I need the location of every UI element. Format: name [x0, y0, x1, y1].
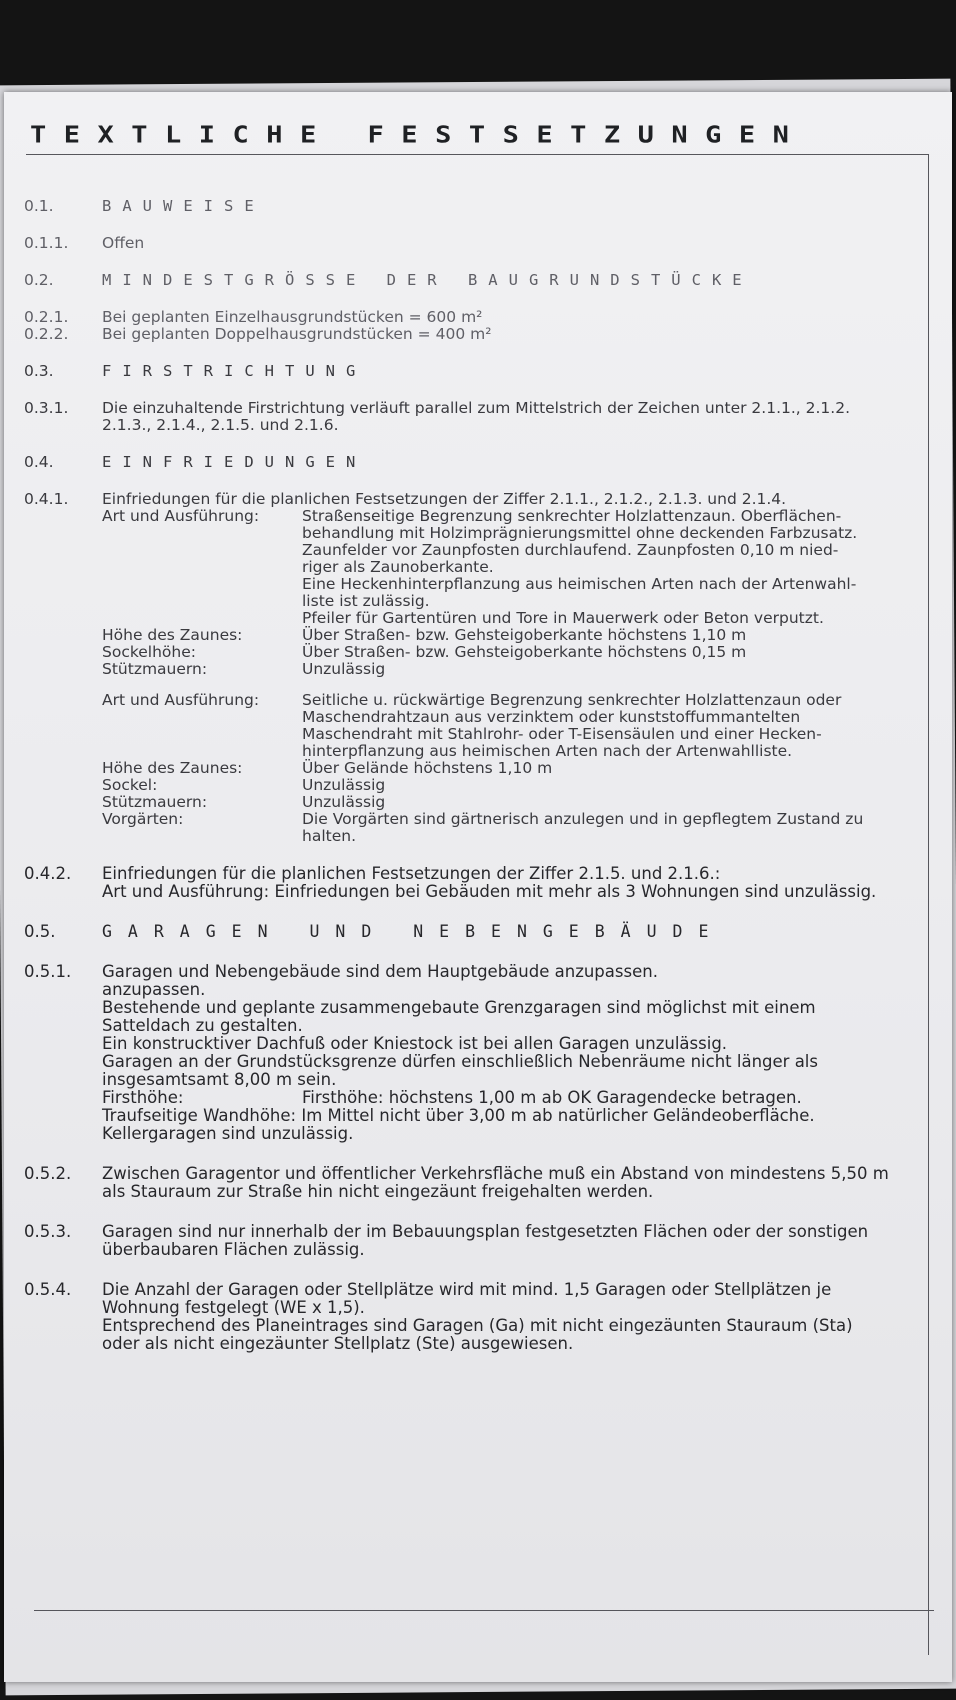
text-line: hinterpflanzung aus heimischen Arten nach der Artenwahlliste.	[302, 742, 793, 760]
section-heading: EINFRIEDUNGEN	[102, 453, 367, 471]
section-0-5	[24, 923, 936, 941]
section-heading: BAUWEISE	[102, 197, 265, 215]
text-line: oder als nicht eingezäunter Stellplatz (Ste) ausgewiesen.	[102, 1334, 574, 1353]
section-number: 0.5.3.	[24, 1222, 72, 1241]
stuetzmauern-2	[102, 794, 936, 811]
text-line: Garagen und Nebengebäude sind dem Hauptgebäude anzupassen.	[102, 962, 658, 981]
text-line: Die Vorgärten sind gärtnerisch anzulegen und in gepflegtem Zustand zu	[302, 810, 864, 828]
text-line: Kellergaragen sind unzulässig.	[102, 1124, 354, 1143]
text-line: Pfeiler für Gartentüren und Tore in Mauerwerk oder Beton verputzt.	[302, 609, 824, 627]
art-ausfuehrung-3	[102, 883, 936, 901]
firsthoehe	[102, 1089, 936, 1107]
art-ausfuehrung-1	[102, 508, 936, 627]
section-0-3	[24, 363, 936, 380]
field-value: Unzulässig	[302, 660, 386, 678]
page-title: TEXTLICHE FESTSETZUNGEN	[30, 122, 807, 149]
field-label: Traufseitige Wandhöhe:	[102, 1106, 297, 1125]
text-line: Zwischen Garagentor und öffentlicher Verkehrsfläche muß ein Abstand von mindestens 5,50 m	[102, 1164, 889, 1183]
section-number: 0.5.1.	[24, 962, 72, 981]
section-number: 0.5.2.	[24, 1164, 72, 1183]
text-line: behandlung mit Holzimprägnierungsmittel ohne deckenden Farbzusatz.	[302, 524, 858, 542]
section-intro: Einfriedungen für die planlichen Festsetzungen der Ziffer 2.1.1., 2.1.2., 2.1.3. und 2.1.4.	[102, 490, 787, 508]
text-line: Die Anzahl der Garagen oder Stellplätze wird mit mind. 1,5 Garagen oder Stellplätzen je	[102, 1280, 832, 1299]
section-0-1-1	[24, 235, 936, 252]
field-value: Firsthöhe: höchstens 1,00 m ab OK Garagendecke betragen.	[302, 1088, 802, 1107]
section-0-5-3	[24, 1223, 936, 1259]
field-label: Sockelhöhe:	[102, 643, 196, 661]
text-line: Garagen an der Grundstücksgrenze dürfen einschließlich Nebenräume nicht länger als	[102, 1052, 818, 1071]
sockel	[102, 777, 936, 794]
section-0-5-2	[24, 1165, 936, 1201]
section-heading: MINDESTGRÖSSE DER BAUGRUNDSTÜCKE	[102, 271, 753, 289]
section-0-2	[24, 272, 936, 289]
text-line: halten.	[302, 827, 356, 845]
text-line: überbaubaren Flächen zulässig.	[102, 1240, 365, 1259]
section-0-4-1	[24, 491, 936, 845]
text-line: Entsprechend des Planeintrages sind Garagen (Ga) mit nicht eingezäunten Stauraum (Sta)	[102, 1316, 853, 1335]
text-line: riger als Zaunoberkante.	[302, 558, 494, 576]
field-value: Über Straßen- bzw. Gehsteigoberkante höchstens 0,15 m	[302, 643, 747, 661]
section-text: Offen	[102, 234, 145, 252]
section-number: 0.4.	[24, 453, 54, 471]
section-0-2-1	[24, 309, 936, 326]
section-0-2-items	[24, 309, 936, 343]
field-label: Art und Ausführung:	[102, 507, 260, 525]
section-number: 0.4.2.	[24, 864, 72, 883]
section-number: 0.4.1.	[24, 490, 69, 508]
text-line: Satteldach zu gestalten.	[102, 1016, 303, 1035]
text-line: Die einzuhaltende Firstrichtung verläuft parallel zum Mittelstrich der Zeichen unter 2.1.1., 2.1.2.	[102, 399, 851, 417]
art-ausfuehrung-2	[102, 692, 936, 760]
footer-rule	[34, 1610, 934, 1611]
section-0-1	[24, 198, 936, 215]
section-0-5-4	[24, 1281, 936, 1353]
field-value: Unzulässig	[302, 793, 386, 811]
text-line: Zaunfelder vor Zaunpfosten durchlaufend. Zaunpfosten 0,10 m nied-	[302, 541, 839, 559]
text-line: Garagen sind nur innerhalb der im Bebauungsplan festgesetzten Flächen oder der sonstigen	[102, 1222, 869, 1241]
section-heading: FIRSTRICHTUNG	[102, 362, 367, 380]
section-0-4-2	[24, 865, 936, 901]
vorgaerten	[102, 811, 936, 845]
section-number: 0.2.2.	[24, 325, 69, 343]
text-line: Seitliche u. rückwärtige Begrenzung senkrechter Holzlattenzaun oder	[302, 691, 842, 709]
text-line: Maschendraht mit Stahlrohr- oder T-Eisensäulen und einer Hecken-	[302, 725, 822, 743]
field-label: Höhe des Zaunes:	[102, 759, 243, 777]
text-line: als Stauraum zur Straße hin nicht eingezäunt freigehalten werden.	[102, 1182, 654, 1201]
field-label: Höhe des Zaunes:	[102, 626, 243, 644]
traufseitige-wandhoehe	[102, 1107, 936, 1125]
section-0-4	[24, 454, 936, 471]
section-heading: GARAGEN UND NEBENGEBÄUDE	[102, 922, 725, 941]
hoehe-zaun-2	[102, 760, 936, 777]
section-number: 0.3.1.	[24, 399, 69, 417]
section-number: 0.5.4.	[24, 1280, 72, 1299]
field-value: Über Straßen- bzw. Gehsteigoberkante höchstens 1,10 m	[302, 626, 747, 644]
lower-sections	[24, 865, 936, 1353]
field-value: Im Mittel nicht über 3,00 m ab natürlicher Geländeoberfläche.	[301, 1106, 815, 1125]
text-line: Bestehende und geplante zusammengebaute Grenzgaragen sind möglichst mit einem	[102, 998, 816, 1017]
section-0-5-1	[24, 963, 936, 1143]
field-label: Stützmauern:	[102, 660, 208, 678]
field-label: Art und Ausführung:	[102, 691, 260, 709]
text-line: liste ist zulässig.	[302, 592, 430, 610]
text-line: Wohnung festgelegt (WE x 1,5).	[102, 1298, 365, 1317]
section-number: 0.3.	[24, 362, 54, 380]
field-label: Firsthöhe:	[102, 1088, 184, 1107]
text-line: Eine Heckenhinterpflanzung aus heimischen Arten nach der Artenwahl-	[302, 575, 857, 593]
text-line: Maschendrahtzaun aus verzinktem oder kunststoffummantelten	[302, 708, 801, 726]
field-label: Stützmauern:	[102, 793, 208, 811]
section-text: Bei geplanten Doppelhausgrundstücken = 400 m²	[102, 325, 492, 343]
sockelhoehe	[102, 644, 936, 661]
text-line: Ein konstrucktiver Dachfuß oder Kniestock ist bei allen Garagen unzulässig.	[102, 1034, 728, 1053]
stuetzmauern-1	[102, 661, 936, 678]
document-body	[24, 198, 936, 1375]
field-value: Über Gelände höchstens 1,10 m	[302, 759, 553, 777]
text-line: Straßenseitige Begrenzung senkrechter Holzlattenzaun. Oberflächen-	[302, 507, 842, 525]
section-number: 0.2.1.	[24, 308, 69, 326]
field-value: Unzulässig	[302, 776, 386, 794]
section-number: 0.1.1.	[24, 234, 69, 252]
field-label: Sockel:	[102, 776, 158, 794]
section-number: 0.5.	[24, 922, 56, 941]
section-intro: Einfriedungen für die planlichen Festsetzungen der Ziffer 2.1.5. und 2.1.6.:	[102, 864, 721, 883]
field-label: Art und Ausführung:	[102, 882, 270, 901]
section-number: 0.2.	[24, 271, 54, 289]
field-label: Vorgärten:	[102, 810, 184, 828]
section-0-2-2	[24, 326, 936, 343]
field-value: Einfriedungen bei Gebäuden mit mehr als 3 Wohnungen sind unzulässig.	[274, 882, 877, 901]
text-line: 2.1.3., 2.1.4., 2.1.5. und 2.1.6.	[102, 416, 339, 434]
text-line: insgesamtsamt 8,00 m sein.	[102, 1070, 337, 1089]
section-0-3-1	[24, 400, 936, 434]
text-line: anzupassen.	[102, 980, 206, 999]
hoehe-zaun-1	[102, 627, 936, 644]
section-number: 0.1.	[24, 197, 54, 215]
section-text: Bei geplanten Einzelhausgrundstücken = 600 m²	[102, 308, 483, 326]
